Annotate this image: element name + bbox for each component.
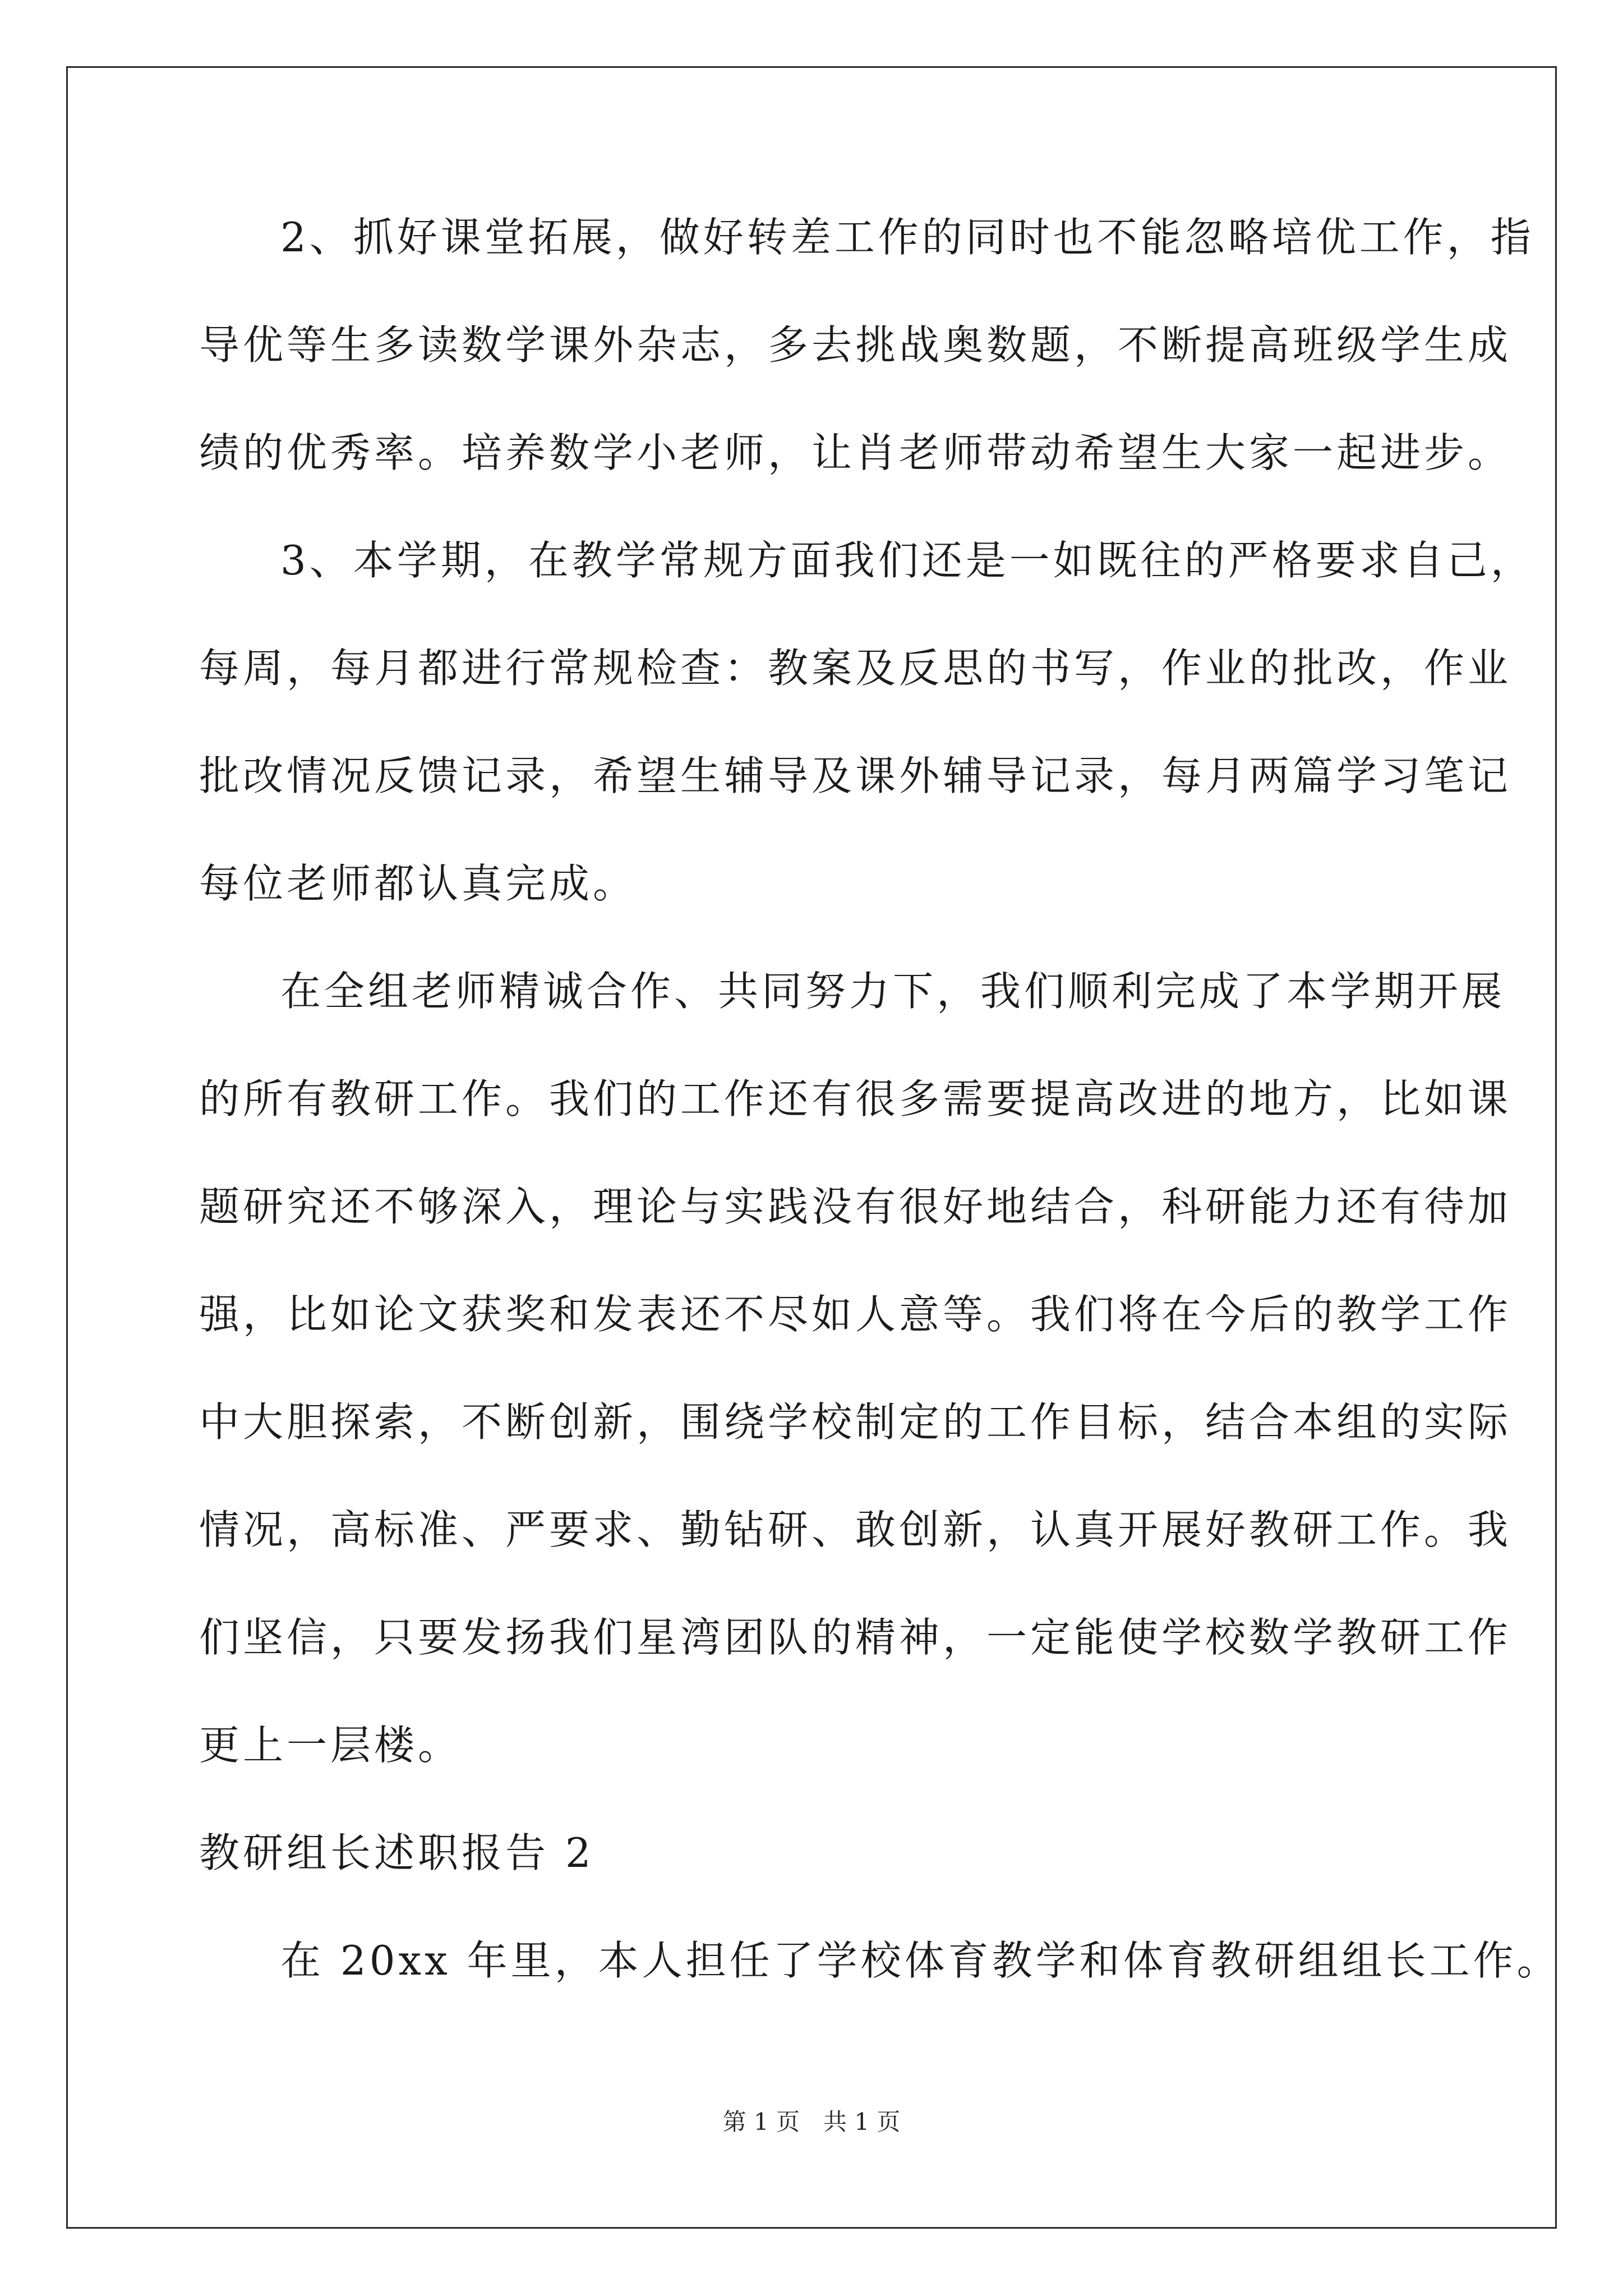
- paragraph-line: 2、抓好课堂拓展，做好转差工作的同时也不能忽略培优工作，指: [280, 214, 1534, 261]
- paragraph-line: 在 20xx 年里，本人担任了学校体育教学和体育教研组组长工作。: [280, 1937, 1561, 1984]
- paragraph-line: 3、本学期，在教学常规方面我们还是一如既往的严格要求自己，: [280, 537, 1534, 584]
- paragraph-line: 更上一层楼。: [199, 1722, 462, 1769]
- paragraph-line: 批改情况反馈记录，希望生辅导及课外辅导记录，每月两篇学习笔记: [199, 752, 1512, 799]
- paragraph-line: 的所有教研工作。我们的工作还有很多需要提高改进的地方，比如课: [199, 1075, 1512, 1122]
- paragraph-line: 情况，高标准、严要求、勤钻研、敢创新，认真开展好教研工作。我: [199, 1506, 1512, 1553]
- paragraph-line: 每周，每月都进行常规检查：教案及反思的书写，作业的批改，作业: [199, 645, 1512, 692]
- paragraph-line: 每位老师都认真完成。: [199, 860, 637, 907]
- paragraph-line: 绩的优秀率。培养数学小老师，让肖老师带动希望生大家一起进步。: [199, 429, 1512, 476]
- paragraph-line: 在全组老师精诚合作、共同努力下，我们顺利完成了本学期开展: [280, 968, 1506, 1015]
- paragraph-line: 导优等生多读数学课外杂志，多去挑战奥数题，不断提高班级学生成: [199, 321, 1512, 369]
- page-border: [66, 66, 1557, 2229]
- paragraph-line: 中大胆探索，不断创新，围绕学校制定的工作目标，结合本组的实际: [199, 1398, 1512, 1446]
- page-footer: 第 1 页 共 1 页: [722, 2108, 901, 2136]
- paragraph-line: 强，比如论文获奖和发表还不尽如人意等。我们将在今后的教学工作: [199, 1291, 1512, 1338]
- section-heading: 教研组长述职报告 2: [199, 1829, 594, 1876]
- paragraph-line: 题研究还不够深入，理论与实践没有很好地结合，科研能力还有待加: [199, 1183, 1512, 1230]
- paragraph-line: 们坚信，只要发扬我们星湾团队的精神，一定能使学校数学教研工作: [199, 1614, 1512, 1661]
